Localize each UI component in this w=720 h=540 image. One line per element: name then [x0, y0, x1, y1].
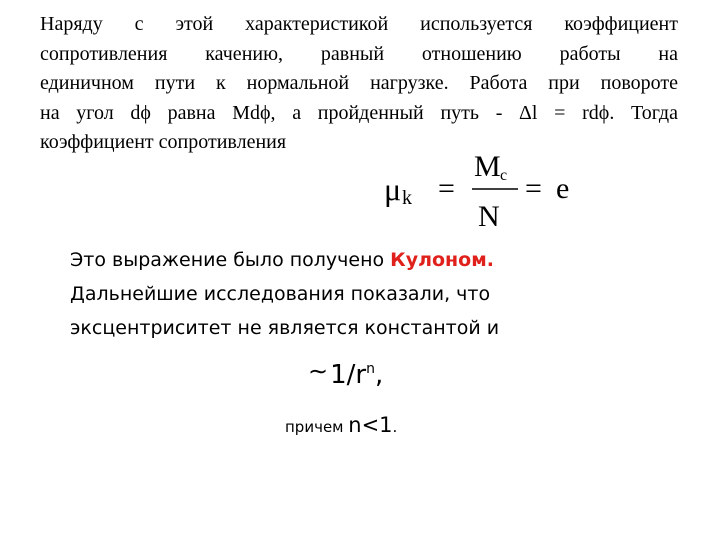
formula-denominator: N [478, 200, 500, 233]
paragraph-line: сопротивления качению, равный отношению работы на [40, 42, 678, 65]
formula-mu: μ [384, 171, 402, 207]
formula-numerator: M [474, 150, 501, 183]
coulomb-name-highlight: Кулоном. [390, 249, 494, 271]
paragraph-line: Наряду с этой характеристикой используется коэффициент [40, 13, 678, 35]
condition-tail: . [392, 418, 398, 436]
paragraph-line: на угол dϕ равна Mdϕ, а пройденный путь - Δl = rdϕ. Тогда [40, 101, 678, 124]
proportionality-tail: , [374, 360, 384, 390]
coulomb-line-1 [70, 243, 670, 277]
tilde-symbol: ∼ [308, 357, 329, 385]
condition-prefix: причем [285, 418, 349, 436]
condition-line [285, 413, 397, 437]
friction-coefficient-formula [382, 140, 582, 235]
paragraph-line: единичном пути к нормальной нагрузке. Работа при повороте [40, 72, 678, 94]
coulomb-line-3: эксцентриситет не является константой и [70, 317, 500, 339]
formula-equals-2: = [525, 172, 542, 205]
proportionality-exponent: n [366, 361, 375, 377]
coulomb-line-1-text: Это выражение было получено [70, 249, 391, 271]
coulomb-line-2: Дальнейшие исследования показали, что [70, 283, 491, 305]
coulomb-paragraph [70, 243, 670, 345]
formula-numerator-subscript: c [500, 167, 508, 184]
formula-rhs: e [556, 172, 570, 205]
formula-mu-subscript: k [402, 187, 412, 209]
proportionality-expr: 1/r [330, 360, 367, 390]
condition-variable: n [348, 413, 362, 437]
formula-equals-1: = [438, 172, 455, 205]
condition-inequality: <1 [361, 413, 393, 437]
paragraph-line: коэффициент сопротивления [40, 131, 287, 153]
formula-svg [382, 140, 582, 235]
proportionality-expression [308, 357, 383, 390]
paragraph-text [40, 10, 678, 158]
